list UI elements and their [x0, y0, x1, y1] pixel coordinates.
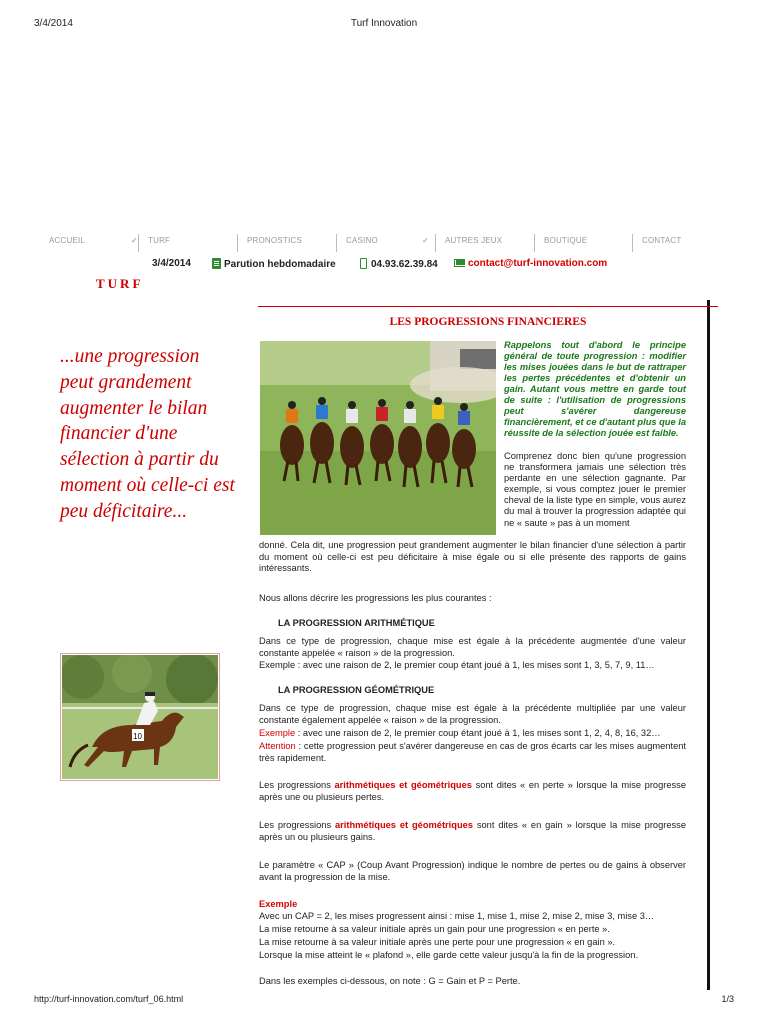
- example-line-3: La mise retourne à sa valeur initiale après une perte pour une progression « en gain ».: [259, 937, 616, 947]
- perte-post: sont dites « en perte » lorsque la mise progresse après une ou plusieurs pertes.: [259, 780, 686, 802]
- print-url: http://turf-innovation.com/turf_06.html: [34, 994, 184, 1004]
- nav-label: TURF: [148, 236, 171, 245]
- geo-example-text: : avec une raison de 2, le premier coup étant joué à 1, les mises sont 1, 2, 4, 8, 16, 32…: [295, 728, 661, 738]
- jockey-photo: [60, 653, 220, 781]
- nav-label: ACCUEIL: [49, 236, 86, 245]
- paragraph-intro-list: Nous allons décrire les progressions les plus courantes :: [259, 593, 492, 603]
- nav-label: CONTACT: [642, 236, 682, 245]
- nav-label: CASINO: [346, 236, 378, 245]
- email-link[interactable]: contact@turf-innovation.com: [468, 258, 608, 269]
- horse-race-illustration: [260, 341, 496, 535]
- geo-example-label: Exemple: [259, 728, 296, 738]
- print-page-number: 1/3: [721, 994, 734, 1004]
- section-title: TURF: [96, 276, 144, 291]
- chevron-down-icon: ✓: [131, 236, 138, 245]
- perte-pre: Les progressions: [259, 780, 335, 790]
- nav-item-turf[interactable]: [148, 236, 170, 254]
- print-date: 3/4/2014: [34, 18, 73, 29]
- notation-line: Dans les exemples ci-dessous, on note : G = Gain et P = Perte.: [259, 976, 521, 986]
- perte-highlight: arithmétiques et géométriques: [334, 780, 472, 790]
- parution-info: [212, 258, 336, 270]
- pull-quote: ...une progression peut grandement augmenter le bilan financier d'une sélection à partir du moment où celle-ci est peu déficitaire...: [60, 346, 235, 522]
- info-date: 3/4/2014: [152, 258, 191, 269]
- gain-pre: Les progressions: [259, 820, 335, 830]
- intro-paragraph: Rappelons tout d'abord le principe général de toute progression : modifier les mises jouées dans le but de rattraper les pertes précédentes et d'obtenir un gain. Autant vous mettre en garde tout de suite : l'utilisation de progressions peut s'avérer dangereuse financièrement, et ce d'autant plus que la réussite de la sélection jouée est faible.: [504, 340, 686, 438]
- nav-label: BOUTIQUE: [544, 236, 588, 245]
- nav-item-autres-jeux[interactable]: [445, 236, 502, 254]
- paragraph-continued: donné. Cela dit, une progression peut grandement augmenter le bilan financier d'une sélection à partir du moment où celle-ci est peu déficitaire à mise égale ou si elle présente des rapports de gains intéressants.: [259, 540, 686, 574]
- document-icon: [212, 258, 221, 269]
- nav-label: PRONOSTICS: [247, 236, 302, 245]
- phone-number: 04.93.62.39.84: [371, 259, 438, 270]
- nav-label: AUTRES JEUX: [445, 236, 503, 245]
- arith-text: Dans ce type de progression, chaque mise est égale à la précédente augmentée d'une valeur constante appelée « raison » de la progression.: [259, 636, 686, 658]
- article-title: LES PROGRESSIONS FINANCIERES: [389, 316, 587, 328]
- arith-heading: LA PROGRESSION ARITHMÉTIQUE: [278, 618, 435, 628]
- example-heading: Exemple: [259, 899, 298, 909]
- jockey-illustration: [62, 655, 218, 779]
- nav-separator: [336, 234, 337, 252]
- nav-separator: [534, 234, 535, 252]
- email-info[interactable]: [454, 258, 607, 269]
- nav-separator: [237, 234, 238, 252]
- example-line-1: Avec un CAP = 2, les mises progressent ainsi : mise 1, mise 1, mise 2, mise 2, mise 3, mise 3…: [259, 911, 655, 921]
- horse-race-photo: [260, 341, 496, 535]
- nav-item-contact[interactable]: [642, 236, 681, 254]
- nav-item-accueil[interactable]: [49, 236, 138, 254]
- svg-text:10: 10: [133, 732, 142, 741]
- example-line-2: La mise retourne à sa valeur initiale après un gain pour une progression « en perte ».: [259, 924, 610, 934]
- geo-example: [259, 728, 686, 740]
- geo-heading: LA PROGRESSION GÉOMÉTRIQUE: [278, 685, 435, 695]
- print-page-title: Turf Innovation: [350, 18, 418, 29]
- chevron-down-icon: ✓: [422, 236, 429, 245]
- arith-example: Exemple : avec une raison de 2, le premier coup étant joué à 1, les mises sont 1, 3, 5, 7, 9, 11…: [259, 660, 655, 670]
- nav-item-boutique[interactable]: [544, 236, 587, 254]
- geo-attention-text: : cette progression peut s'avérer dangereuse en cas de gros écarts car les mises augmentent très rapidement.: [259, 741, 686, 763]
- geo-attention: [259, 741, 686, 764]
- nav-separator: [138, 234, 139, 252]
- example-line-4: Lorsque la mise atteint le « plafond », elle garde cette valeur jusqu'à la fin de la progression.: [259, 950, 639, 960]
- gain-post: sont dites « en gain » lorsque la mise progresse après un ou plusieurs gains.: [259, 820, 687, 842]
- mail-icon: [454, 259, 465, 267]
- nav-separator: [435, 234, 436, 252]
- nav-separator: [632, 234, 633, 252]
- phone-icon: [360, 258, 367, 269]
- geo-text: Dans ce type de progression, chaque mise est égale à la précédente multipliée par une valeur constante également appelée « raison » de la progression.: [259, 703, 686, 725]
- paragraph-side: Comprenez donc bien qu'une progression ne transformera jamais une sélection très perdante en une sélection gagnante. Par exemple, si vous comptez jouer le premier cheval de la liste type en simple, vous aurez du mal à trouver la progression adaptée qui ne « saute » pas à un moment: [504, 451, 686, 528]
- nav-item-casino[interactable]: [346, 236, 429, 254]
- print-header: [34, 18, 734, 32]
- parution-label: Parution hebdomadaire: [224, 259, 336, 270]
- gain-highlight: arithmétiques et géométriques: [335, 820, 473, 830]
- cap-paragraph: Le paramètre « CAP » (Coup Avant Progression) indique le nombre de pertes ou de gains à observer avant la progression de la mise.: [259, 860, 686, 882]
- phone-info: [360, 258, 438, 270]
- gain-paragraph: [259, 820, 686, 843]
- print-footer: [34, 994, 734, 1008]
- perte-paragraph: [259, 780, 686, 803]
- scrollbar[interactable]: [707, 300, 710, 990]
- main-nav: [40, 236, 700, 254]
- content-divider: [258, 306, 718, 307]
- geo-attention-label: Attention: [259, 741, 296, 751]
- nav-item-pronostics[interactable]: [247, 236, 302, 254]
